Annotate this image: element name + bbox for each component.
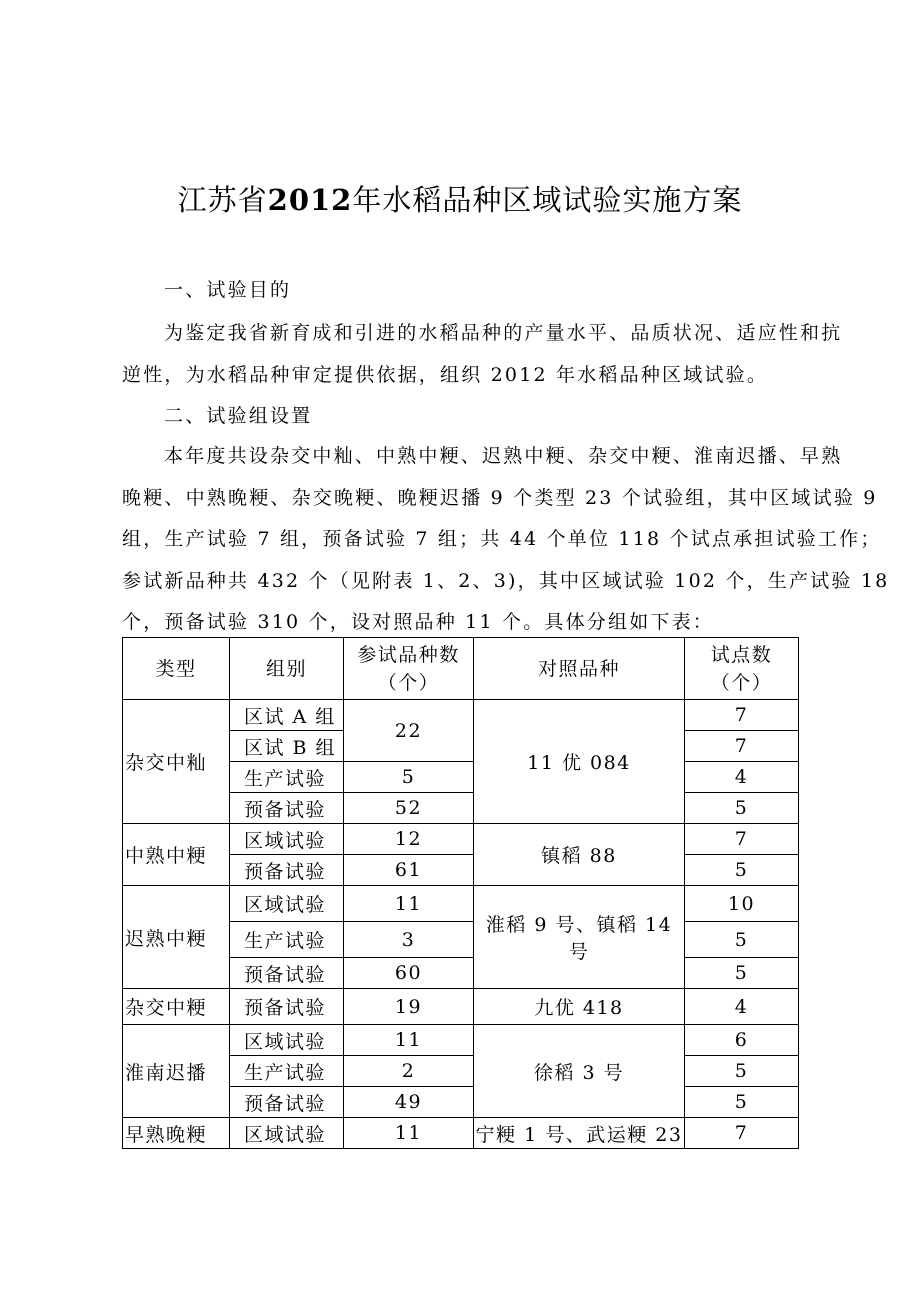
cell-count: 61 (344, 855, 474, 886)
cell-control: 淮稻 9 号、镇稻 14 号 (474, 886, 685, 989)
cell-count: 49 (344, 1087, 474, 1118)
cell-group: 预备试验 (230, 1087, 344, 1118)
paragraph-2-line-2: 晚粳、中熟晚粳、杂交晚粳、晚粳迟播 9 个类型 23 个试验组，其中区域试验 9 (122, 487, 878, 509)
cell-control: 宁粳 1 号、武运粳 23 (474, 1118, 685, 1149)
document-title (0, 178, 920, 219)
cell-sites: 7 (685, 731, 799, 762)
cell-group: 区域试验 (230, 1118, 344, 1149)
cell-sites: 6 (685, 1025, 799, 1056)
cell-type: 杂交中籼 (123, 700, 230, 824)
cell-group: 区域试验 (230, 1025, 344, 1056)
cell-count: 60 (344, 958, 474, 989)
cell-sites: 5 (685, 958, 799, 989)
cell-group: 预备试验 (230, 989, 344, 1025)
cell-count: 11 (344, 1025, 474, 1056)
cell-group: 预备试验 (230, 855, 344, 886)
cell-group: 生产试验 (230, 1056, 344, 1087)
paragraph-2-line-4: 参试新品种共 432 个（见附表 1、2、3)，其中区域试验 102 个，生产试验 18 (122, 570, 890, 592)
cell-group: 生产试验 (230, 762, 344, 793)
section-2-heading: 二、试验组设置 (164, 405, 313, 427)
table-row (123, 1025, 799, 1056)
paragraph-2-line-1: 本年度共设杂交中籼、中熟中粳、迟熟中粳、杂交中粳、淮南迟播、早熟 (164, 445, 843, 467)
cell-control: 九优 418 (474, 989, 685, 1025)
cell-group: 区试 A 组 (230, 700, 344, 731)
table-row (123, 824, 799, 855)
cell-sites: 10 (685, 886, 799, 922)
cell-sites: 7 (685, 700, 799, 731)
cell-type: 迟熟中粳 (123, 886, 230, 989)
cell-type: 中熟中粳 (123, 824, 230, 886)
title-year: 2012 (267, 183, 353, 217)
table-row (123, 700, 799, 731)
title-suffix: 年水稻品种区域试验实施方案 (352, 183, 743, 217)
header-count (344, 638, 474, 700)
cell-sites: 4 (685, 989, 799, 1025)
cell-count: 22 (344, 700, 474, 762)
table-header-row (123, 638, 799, 700)
cell-control: 镇稻 88 (474, 824, 685, 886)
cell-sites: 7 (685, 824, 799, 855)
header-sites (685, 638, 799, 700)
cell-sites: 5 (685, 922, 799, 958)
paragraph-2-line-3: 组，生产试验 7 组，预备试验 7 组；共 44 个单位 118 个试点承担试验工作； (122, 528, 882, 550)
cell-sites: 5 (685, 1087, 799, 1118)
cell-sites: 4 (685, 762, 799, 793)
header-count-line-2: （个） (377, 671, 440, 694)
cell-type: 早熟晚粳 (123, 1118, 230, 1149)
cell-count: 11 (344, 886, 474, 922)
header-group: 组别 (230, 638, 344, 700)
header-control: 对照品种 (474, 638, 685, 700)
cell-sites: 5 (685, 1056, 799, 1087)
cell-type: 杂交中粳 (123, 989, 230, 1025)
cell-count: 3 (344, 922, 474, 958)
cell-group: 生产试验 (230, 922, 344, 958)
section-1-heading: 一、试验目的 (164, 279, 292, 301)
cell-control: 11 优 084 (474, 700, 685, 824)
cell-count: 5 (344, 762, 474, 793)
cell-count: 2 (344, 1056, 474, 1087)
header-type: 类型 (123, 638, 230, 700)
cell-count: 11 (344, 1118, 474, 1149)
cell-group: 预备试验 (230, 793, 344, 824)
cell-group: 预备试验 (230, 958, 344, 989)
cell-group: 区域试验 (230, 886, 344, 922)
cell-control: 徐稻 3 号 (474, 1025, 685, 1118)
title-prefix: 江苏省 (177, 183, 268, 217)
header-sites-line-2: （个） (710, 671, 773, 694)
table-row (123, 886, 799, 922)
cell-sites: 7 (685, 1118, 799, 1149)
paragraph-1-line-1: 为鉴定我省新育成和引进的水稻品种的产量水平、品质状况、适应性和抗 (164, 322, 843, 344)
paragraph-1-line-2: 逆性，为水稻品种审定提供依据，组织 2012 年水稻品种区域试验。 (122, 364, 769, 386)
cell-group: 区域试验 (230, 824, 344, 855)
cell-sites: 5 (685, 793, 799, 824)
cell-group: 区试 B 组 (230, 731, 344, 762)
cell-sites: 5 (685, 855, 799, 886)
table-row (123, 1118, 799, 1149)
header-sites-line-1: 试点数 (710, 643, 773, 666)
cell-type: 淮南迟播 (123, 1025, 230, 1118)
paragraph-2-line-5: 个，预备试验 310 个，设对照品种 11 个。具体分组如下表： (122, 611, 715, 633)
trial-groups-table (122, 637, 799, 1149)
cell-count: 19 (344, 989, 474, 1025)
cell-count: 52 (344, 793, 474, 824)
cell-count: 12 (344, 824, 474, 855)
header-count-line-1: 参试品种数 (357, 643, 460, 666)
table-row (123, 989, 799, 1025)
